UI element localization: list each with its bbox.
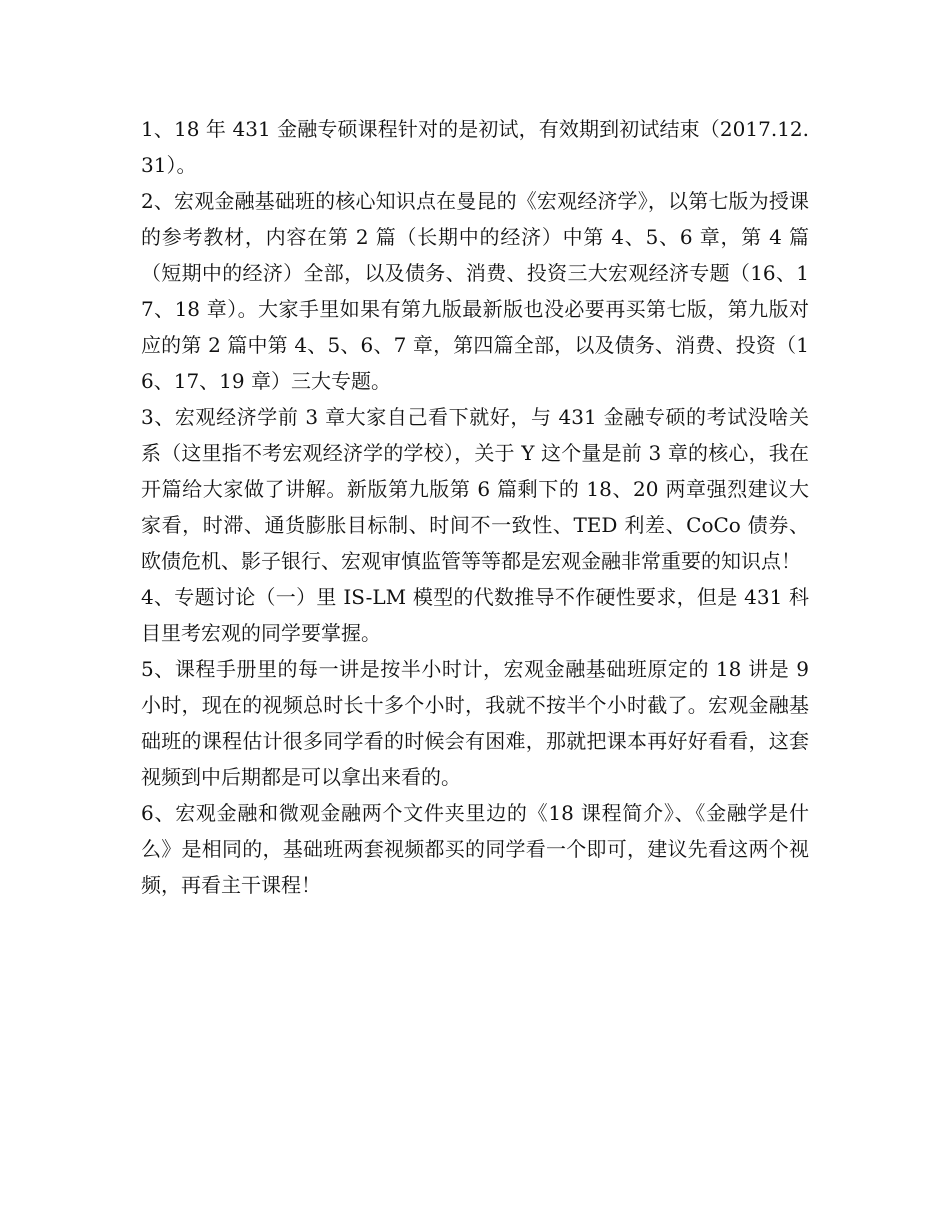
paragraph-2: 2、宏观金融基础班的核心知识点在曼昆的《宏观经济学》，以第七版为授课的参考教材，内容在第 2 篇（长期中的经济）中第 4、5、6 章，第 4 篇（短期中的经济）全部，以及债务、消费、投资三大宏观经济专题（16、17、18 章）。大家手里如果有第九版最新版也没必要再买第七版，第九版对应的第 2 篇中第 4、5、6、7 章，第四篇全部，以及债务、消费、投资（16、17、19 章）三大专题。 <box>141 189 809 393</box>
document-body <box>141 111 809 903</box>
paragraph-5: 5、课程手册里的每一讲是按半小时计，宏观金融基础班原定的 18 讲是 9 小时，现在的视频总时长十多个小时，我就不按半个小时截了。宏观金融基础班的课程估计很多同学看的时候会有困难，那就把课本再好好看看，这套视频到中后期都是可以拿出来看的。 <box>141 657 809 789</box>
paragraph-1: 1、18 年 431 金融专硕课程针对的是初试，有效期到初试结束（2017.12.31）。 <box>141 117 809 177</box>
paragraph-3: 3、宏观经济学前 3 章大家自己看下就好，与 431 金融专硕的考试没啥关系（这里指不考宏观经济学的学校），关于 Y 这个量是前 3 章的核心，我在开篇给大家做了讲解。新版第九版第 6 篇剩下的 18、20 两章强烈建议大家看，时滞、通货膨胀目标制、时间不一致性、TED 利差、CoCo 债券、欧债危机、影子银行、宏观审慎监管等等都是宏观金融非常重要的知识点！ <box>141 405 809 573</box>
paragraph-6: 6、宏观金融和微观金融两个文件夹里边的《18 课程简介》、《金融学是什么》是相同的，基础班两套视频都买的同学看一个即可，建议先看这两个视频，再看主干课程！ <box>141 801 809 897</box>
paragraph-4: 4、专题讨论（一）里 IS-LM 模型的代数推导不作硬性要求，但是 431 科目里考宏观的同学要掌握。 <box>141 585 809 645</box>
